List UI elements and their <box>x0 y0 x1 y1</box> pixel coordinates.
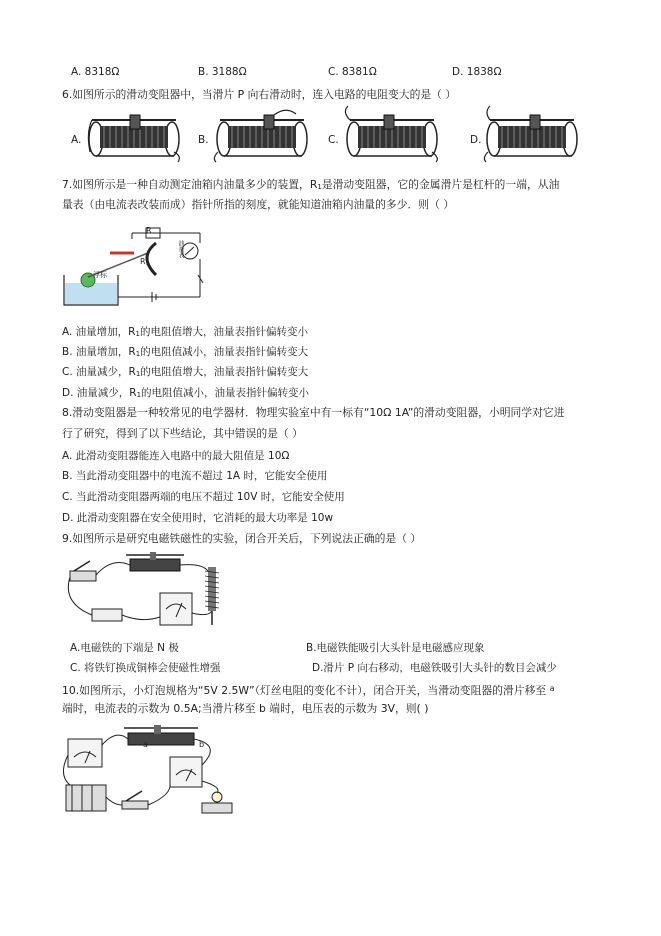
q9-stem: 9.如图所示是研究电磁铁磁性的实验，闭合开关后，下列说法正确的是（ ） <box>62 532 422 545</box>
q10-stem-line1: 10.如图所示，小灯泡规格为“5V 2.5W”（灯丝电阻的变化不计），闭合开关，当滑动变阻器的滑片移至 $^a$ <box>62 684 555 697</box>
q9-option-c: C. 将铁钉换成铜棒会使磁性增强 <box>70 662 221 674</box>
q7-option-c: C. 油量减少，R1的电阻值增大，油量表指针偏转变大 <box>62 366 309 378</box>
q5-option-d: D. 1838Ω <box>452 66 502 78</box>
q7-option-d: D. 油量减少，R1的电阻值减小，油量表指针偏转变小 <box>62 387 310 399</box>
q8-option-c: C. 当此滑动变阻器两端的电压不超过 10V 时，它能安全使用 <box>62 491 345 503</box>
q6-stem: 6.如图所示的滑动变阻器中，当滑片 P 向右滑动时，连入电路的电阻变大的是（ ） <box>62 88 457 101</box>
q10-fig-b-label: b <box>199 740 205 749</box>
q8-option-a: A. 此滑动变阻器能连入电路中的最大阻值是 10Ω <box>62 450 290 462</box>
q6-label-d: D. <box>470 134 482 146</box>
q9-option-a: A.电磁铁的下端是 N 极 <box>70 642 179 654</box>
q6-rheostat-d <box>484 112 580 162</box>
q9-electromagnet-diagram <box>62 553 232 631</box>
q7-fig-gauge-label: 油量表 <box>177 240 184 258</box>
q6-label-c: C. <box>328 134 339 146</box>
q6-label-a: A. <box>71 134 82 146</box>
q9-option-b: B.电磁铁能吸引大头针是电磁感应现象 <box>306 642 485 654</box>
q6-rheostat-a <box>86 112 182 162</box>
q7-stem-line1: 7.如图所示是一种自动测定油箱内油量多少的装置，R1是滑动变阻器，它的金属滑片是杠杆的一端，从油 <box>62 178 560 191</box>
q5-option-c: C. 8381Ω <box>328 66 377 78</box>
q9-option-d: D.滑片 P 向右移动，电磁铁吸引大头针的数目会减少 <box>312 662 557 674</box>
q8-option-d: D. 此滑动变阻器在安全使用时，它消耗的最大功率是 10w <box>62 512 334 524</box>
q6-label-b: B. <box>198 134 209 146</box>
q8-stem-line1: 8.滑动变阻器是一种较常见的电学器材．物理实验室中有一标有“10Ω 1A”的滑动变阻器，小明同学对它进 <box>62 406 565 419</box>
q7-stem-line2: 量表（由电流表改装而成）指针所指的刻度，就能知道油箱内油量的多少．则（ ） <box>62 198 455 211</box>
q7-fig-r1-label: R1 <box>140 257 151 267</box>
q6-rheostat-c <box>344 112 440 162</box>
q7-fig-r-label: R <box>146 226 152 235</box>
q6-rheostat-b <box>214 112 310 162</box>
q5-option-a: A. 8318Ω <box>71 66 120 78</box>
q10-circuit-diagram <box>62 725 242 820</box>
q7-fig-float-label: 浮标 <box>93 271 107 279</box>
q7-option-b: B. 油量增加，R1的电阻值减小，油量表指针偏转变大 <box>62 346 309 358</box>
q10-stem-line2: 端时，电流表的示数为 0.5A;当滑片移至 b 端时，电压表的示数为 3V，则( ) <box>62 702 429 715</box>
q7-option-a: A. 油量增加，R1的电阻值增大，油量表指针偏转变小 <box>62 326 308 338</box>
q10-fig-a-label: a <box>143 740 148 749</box>
q8-stem-line2: 行了研究，得到了以下些结论，其中错误的是（ ） <box>62 427 303 440</box>
q7-oil-tank-diagram <box>60 225 220 310</box>
q5-option-b: B. 3188Ω <box>198 66 247 78</box>
q8-option-b: B. 当此滑动变阻器中的电流不超过 1A 时，它能安全使用 <box>62 470 328 482</box>
